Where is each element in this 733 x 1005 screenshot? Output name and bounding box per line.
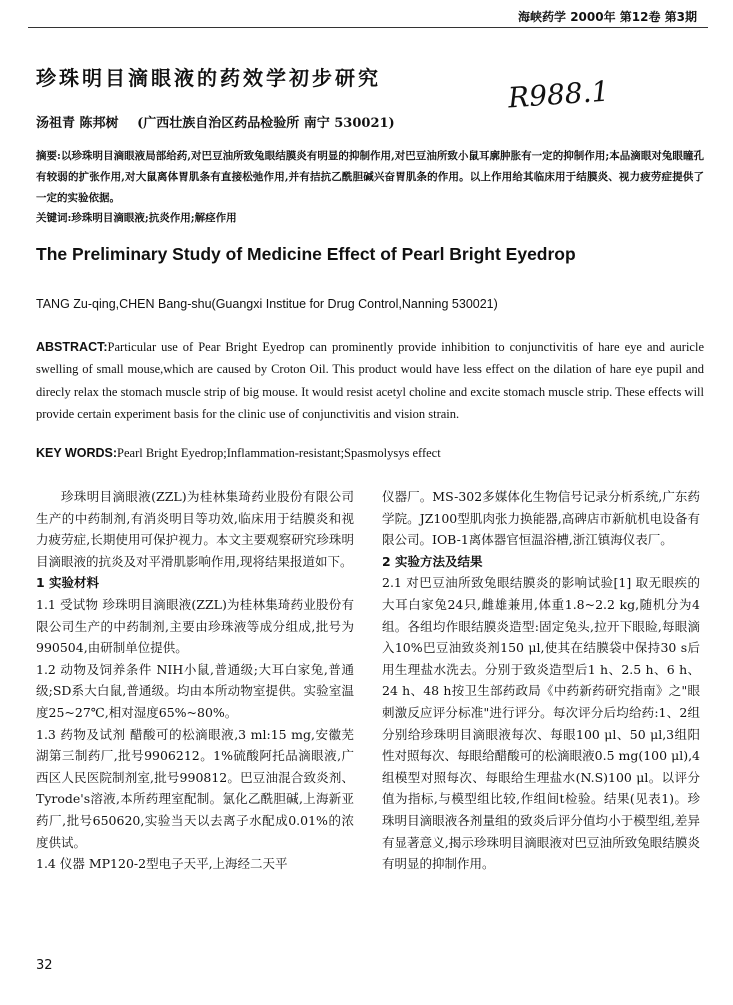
keywords-cn-text: 珍珠明目滴眼液;抗炎作用;解痉作用 — [71, 212, 237, 224]
handwritten-note: R988.1 — [506, 74, 611, 115]
paragraph-1-1: 1.1 受试物 珍珠明目滴眼液(ZZL)为桂林集琦药业股份有限公司生产的中药制剂,主要由珍珠液等成分组成,批号为990504,由研制单位提供。 — [36, 596, 354, 656]
section-heading-2: 2 实验方法及结果 — [382, 553, 483, 569]
paragraph-1-3: 1.3 药物及试剂 醋酸可的松滴眼液,3 ml:15 mg,安徽芜湖第三制药厂,批号9906212。1%硫酸阿托品滴眼液,广西区人民医院制剂室,批号990812。巴豆油混合致炎剂、Tyrode's溶液,本所药理室配制。氯化乙酰胆碱,上海新亚药厂,批号650620,实验当天以去离子水配成0.01%的浓度供试。 — [36, 726, 354, 850]
body-column-left — [36, 486, 354, 875]
title-en: The Preliminary Study of Medicine Effect of Pearl Bright Eyedrop — [36, 244, 576, 264]
header-divider — [28, 27, 708, 28]
section-heading-1: 1 实验材料 — [36, 575, 100, 591]
abstract-en-text: Particular use of Pear Bright Eyedrop can prominently provide inhibition to conjunctivitis of hare eye and auricle swelling of small mouse,which are caused by Croton Oil. This product would have less effect on the dilation of hare eye pupil and direcly relax the stomach muscle strip of big mouse. It would resist acetyl choline and excite stomach muscle strip. These effects will provide certain experiment basis for the clinic use of conjunctivitis and vision strain. — [36, 340, 704, 422]
paragraph-continued: 仪器厂。MS-302多媒体化生物信号记录分析系统,广东药学院。JZ100型肌肉张力换能器,高碑店市新航机电设备有限公司。IOB-1离体器官恒温浴槽,浙江镇海仪表厂。 — [382, 489, 700, 548]
journal-header: 海峡药学 2000年 第12卷 第3期 — [518, 10, 697, 24]
affiliation-cn: (广西壮族自治区药品检验所 南宁 530021) — [137, 116, 395, 131]
abstract-cn-text: 以珍珠明目滴眼液局部给药,对巴豆油所致兔眼结膜炎有明显的抑制作用,对巴豆油所致小鼠耳廓肿胀有一定的抑制作用;本品滴眼对兔眼瞳孔有较弱的扩张作用,对大鼠离体胃肌条有直接松弛作用,并有拮抗乙酰胆碱兴奋胃肌条的作用。以上作用给其临床用于结膜炎、视力疲劳症提供了一定的实验依据。 — [36, 150, 704, 204]
paragraph-2-1: 2.1 对巴豆油所致兔眼结膜炎的影响试验[1] 取无眼疾的大耳白家兔24只,雌雄兼用,体重1.8~2.2 kg,随机分为4组。各组均作眼结膜炎造型:固定兔头,拉开下眼睑,每眼滴入10%巴豆油致炎剂150 μl,使其在结膜袋中保持30 s后用生理盐水洗去。分别于致炎造型后1 h、2.5 h、6 h、24 h、48 h按卫生部药政局《中药新药研究指南》之"眼刺激反应评分标准"进行评分。每次评分后均给药:1、2组分别给珍珠明目滴眼液每次、每眼100 μl、50 μl,3组阳性对照每次、每眼给醋酸可的松滴眼液0.5 mg(100 μl),4组模型对照每次、每眼给生理盐水(N.S)100 μl。以评分值为指标,与模型组比较,作组间t检验。结果(见表1)。珍珠明目滴眼液各剂量组的致炎后评分值均小于模型组,差异有显著意义,揭示珍珠明目滴眼液对巴豆油所致兔眼结膜炎有明显的抑制作用。 — [382, 575, 700, 872]
page-number: 32 — [36, 958, 53, 973]
abstract-cn-label: 摘要: — [36, 150, 61, 162]
body-column-right — [382, 486, 700, 875]
paragraph-1-4: 1.4 仪器 MP120-2型电子天平,上海经二天平 — [36, 856, 288, 872]
abstract-en — [36, 336, 704, 426]
author-names-cn: 汤祖青 陈邦树 — [36, 116, 119, 131]
abstract-cn — [36, 146, 704, 209]
keywords-en-text: Pearl Bright Eyedrop;Inflammation-resistant;Spasmolysys effect — [117, 446, 441, 460]
keywords-cn-label: 关键词: — [36, 212, 72, 224]
intro-paragraph: 珍珠明目滴眼液(ZZL)为桂林集琦药业股份有限公司生产的中药制剂,有消炎明目等功效,临床用于结膜炎和视力疲劳症,长期使用可保护视力。本文主要观察研究珍珠明目滴眼液的抗炎及对平滑肌影响作用,现将结果报道如下。 — [36, 489, 354, 569]
paragraph-1-2: 1.2 动物及饲养条件 NIH小鼠,普通级;大耳白家兔,普通级;SD系大白鼠,普通级。均由本所动物室提供。实验室温度25~27℃,相对湿度65%~80%。 — [36, 661, 354, 720]
authors-en: TANG Zu-qing,CHEN Bang-shu(Guangxi Institue for Drug Control,Nanning 530021) — [36, 297, 498, 311]
keywords-en-label: KEY WORDS: — [36, 446, 118, 460]
keywords-en — [36, 446, 441, 461]
abstract-en-label: ABSTRACT: — [36, 340, 108, 354]
title-cn: 珍珠明目滴眼液的药效学初步研究 — [36, 66, 381, 90]
keywords-cn — [36, 208, 704, 229]
authors-cn — [36, 112, 409, 131]
